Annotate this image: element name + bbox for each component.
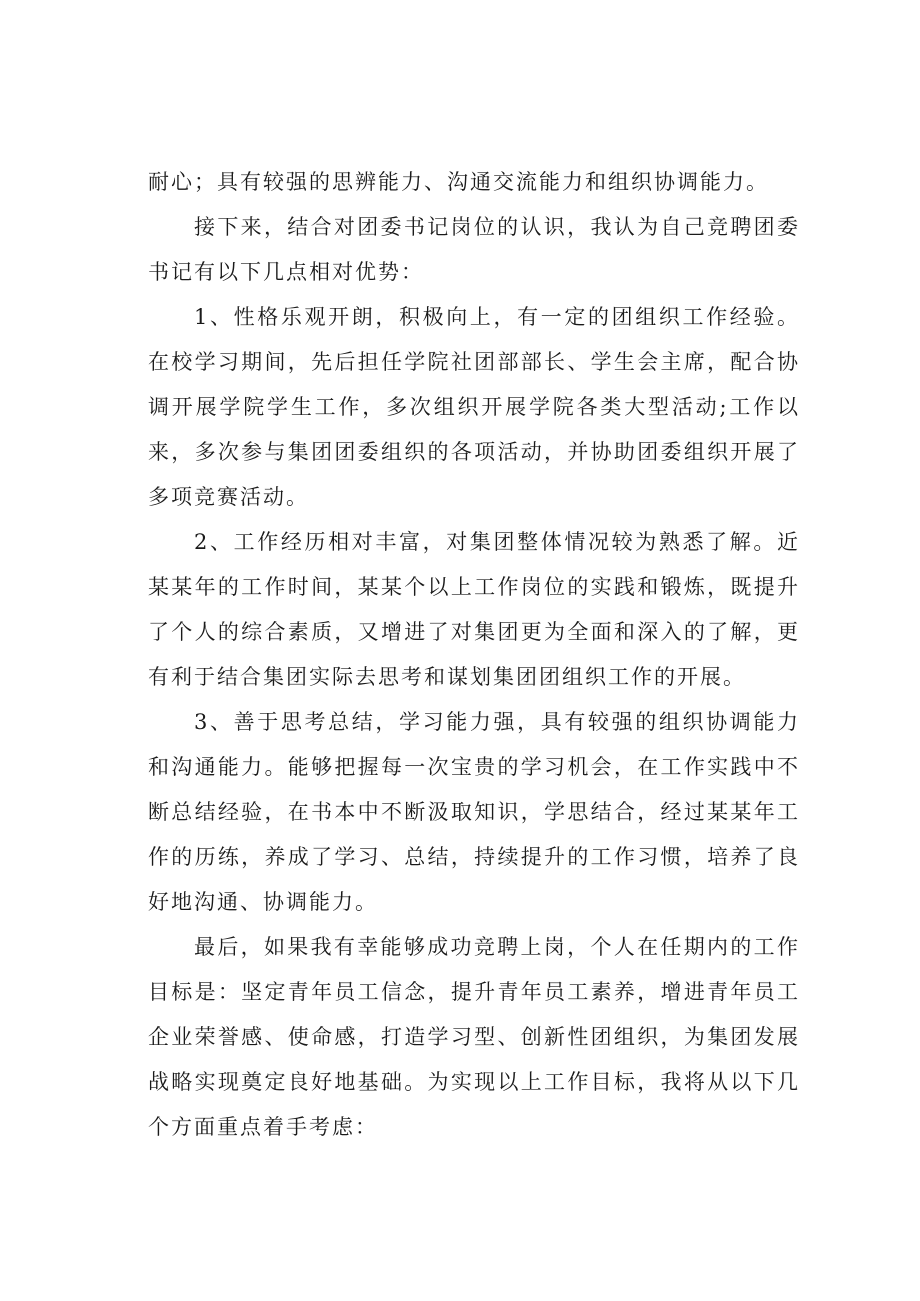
- paragraph-advantage-2: 2、工作经历相对丰富，对集团整体情况较为熟悉了解。近某某年的工作时间，某某个以上工作岗位的实践和锻炼，既提升了个人的综合素质，又增进了对集团更为全面和深入的了解，更有利于结合集团实际去思考和谋划集团团组织工作的开展。: [148, 530, 800, 689]
- paragraph-continuation: 耐心；具有较强的思辨能力、沟通交流能力和组织协调能力。: [148, 170, 769, 194]
- paragraph-advantage-1: 1、性格乐观开朗，积极向上，有一定的团组织工作经验。在校学习期间，先后担任学院社团部部长、学生会主席，配合协调开展学院学生工作，多次组织开展学院各类大型活动;工作以来，多次参与集团团委组织的各项活动，并协助团委组织开展了多项竞赛活动。: [148, 305, 800, 509]
- paragraph-advantage-3: 3、善于思考总结，学习能力强，具有较强的组织协调能力和沟通能力。能够把握每一次宝贵的学习机会，在工作实践中不断总结经验，在书本中不断汲取知识，学思结合，经过某某年工作的历练，养成了学习、总结，持续提升的工作习惯，培养了良好地沟通、协调能力。: [148, 710, 800, 914]
- document-body: [148, 160, 800, 1150]
- paragraph-goals: 最后，如果我有幸能够成功竞聘上岗，个人在任期内的工作目标是：坚定青年员工信念，提升青年员工素养，增进青年员工企业荣誉感、使命感，打造学习型、创新性团组织，为集团发展战略实现奠定良好地基础。为实现以上工作目标，我将从以下几个方面重点着手考虑：: [148, 935, 800, 1139]
- paragraph-intro-advantages: 接下来，结合对团委书记岗位的认识，我认为自己竞聘团委书记有以下几点相对优势：: [148, 215, 800, 284]
